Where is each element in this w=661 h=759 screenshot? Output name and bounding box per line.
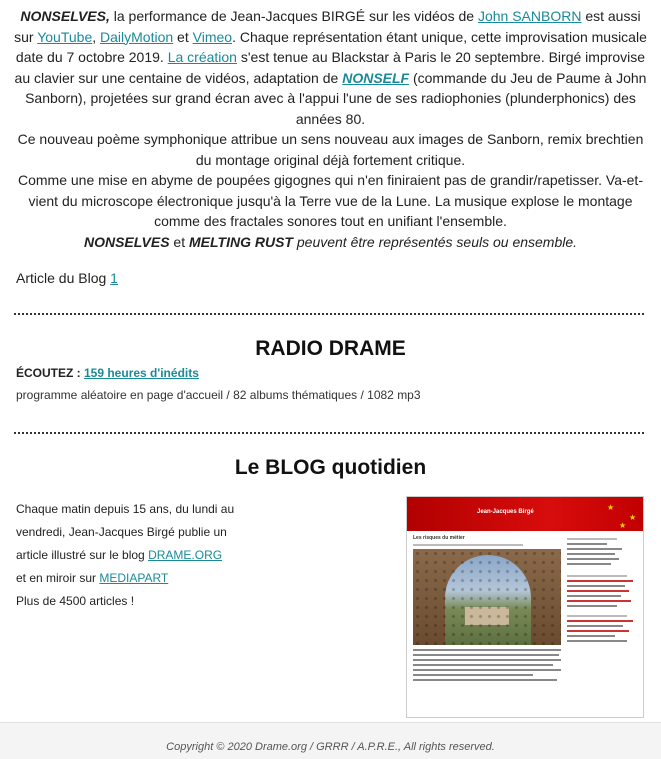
blog-screenshot-image[interactable]: [406, 496, 644, 718]
intro-paragraph-2: Ce nouveau poème symphonique attribue un sens nouveau aux images de Sanborn, remix brechtien du montage original déjà fortement critique.: [17, 131, 644, 168]
intro-paragraph-3: Comme une mise en abyme de poupées gigognes qui n'en finiraient pas de grandir/rapetisser. Va-et-vient du microscope électronique jusqu'à la Terre vue de la Lune. La musique explose le montage comme des fractales sonores tout en unifiant l'ensemble.: [17, 172, 643, 229]
star-icon: ★: [629, 513, 637, 522]
intro-section: [0, 6, 661, 252]
blog-title: Le BLOG quotidien: [234, 456, 427, 479]
radio-listen-line: ÉCOUTEZ : 159 heures d'inédits: [16, 366, 199, 380]
nonselves-title: NONSELVES,: [20, 8, 110, 24]
link-vimeo[interactable]: Vimeo: [192, 28, 233, 45]
blog-article-line: Article du Blog 1: [16, 270, 118, 286]
link-drame-org[interactable]: DRAME.ORG: [148, 548, 223, 562]
link-dailymotion[interactable]: DailyMotion: [100, 28, 174, 45]
divider-2: [14, 432, 644, 434]
radio-description: programme aléatoire en page d'accueil / 82 albums thématiques / 1082 mp3: [16, 388, 421, 402]
intro-paragraph-1: NONSELVES, la performance de Jean-Jacques BIRGÉ sur les vidéos de John SANBORN est aussi sur YouTube, DailyMotion et Vimeo. Chaque représentation étant unique, cette improvisation musicale date du 7 octobre 2019. La création s'est tenue au Blackstar à Paris le 20 septembre. Birgé improvise au clavier sur une centaine de vidéos, adaptation de NONSELF (commande du Jeu de Paume à John Sanborn), projetées sur grand écran avec à l'appui l'une de ses radiophonies (plunderphonics) des années 80.: [14, 8, 647, 127]
link-youtube[interactable]: YouTube: [37, 28, 93, 45]
link-la-creation[interactable]: La création: [167, 49, 237, 65]
link-159-heures[interactable]: 159 heures d'inédits: [84, 366, 199, 380]
radio-drame-title: RADIO DRAME: [255, 337, 406, 360]
intro-paragraph-4: NONSELVES et MELTING RUST peuvent être représentés seuls ou ensemble.: [83, 233, 578, 250]
stone-arch-photo: [413, 549, 561, 645]
link-mediapart[interactable]: MEDIAPART: [99, 571, 169, 585]
link-john-sanborn[interactable]: John SANBORN: [477, 8, 582, 24]
link-nonself[interactable]: NONSELF: [342, 69, 410, 86]
star-icon: ★: [607, 503, 615, 512]
star-icon: ★: [619, 521, 627, 530]
divider-1: [14, 313, 644, 315]
blog-screenshot-post-title: Les risques du métier: [413, 535, 465, 541]
blog-screenshot-title: Jean-Jacques Birgé: [477, 509, 534, 515]
blog-screenshot-header: [407, 497, 643, 531]
blog-description: Chaque matin depuis 15 ans, du lundi au vendredi, Jean-Jacques Birgé publie un article illustré sur le blog DRAME.ORG et en miroir sur MEDIAPART Plus de 4500 articles !: [16, 502, 235, 608]
link-blog-article-1[interactable]: 1: [110, 270, 118, 286]
footer: [0, 722, 661, 759]
copyright-text: Copyright © 2020 Drame.org / GRRR / A.P.R.E., All rights reserved.: [166, 741, 495, 753]
